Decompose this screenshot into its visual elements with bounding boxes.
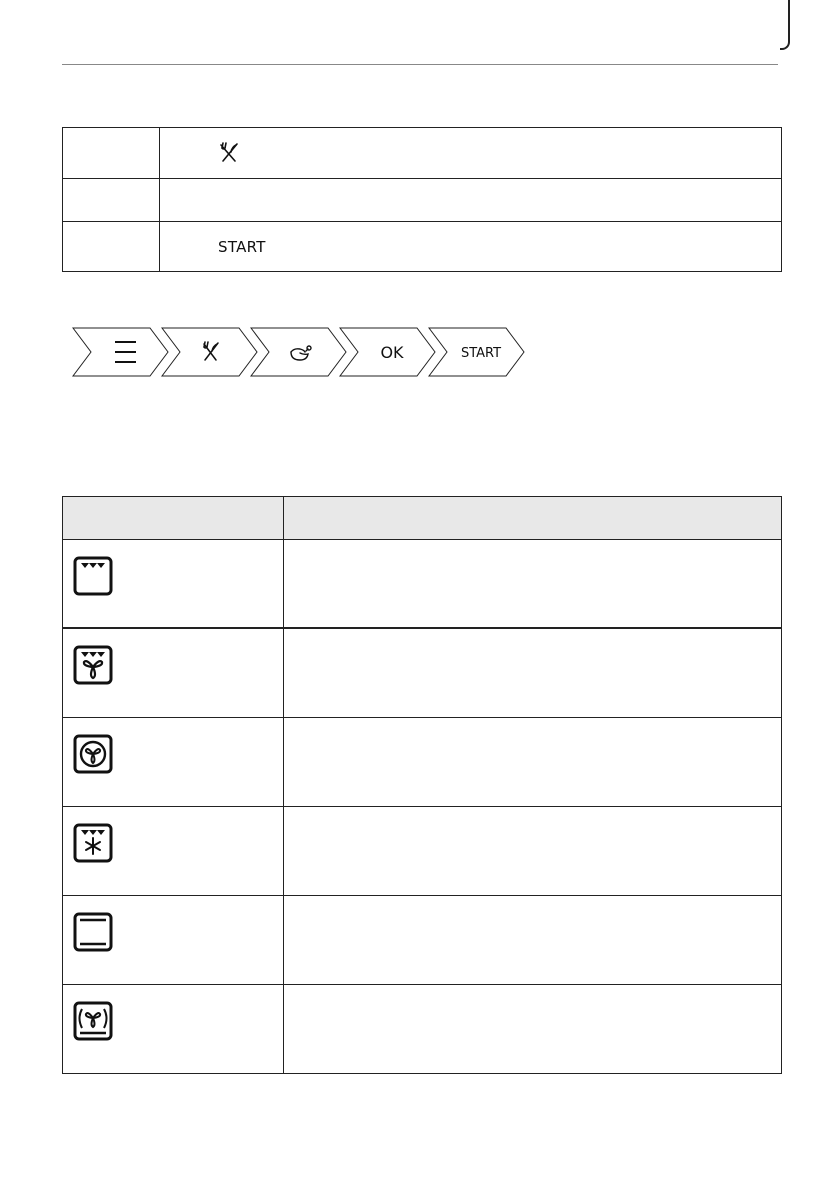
sequence-step-3 [251, 328, 346, 376]
modes-header-symbol [63, 497, 284, 540]
sequence-chevrons [70, 326, 530, 378]
mode-description [284, 628, 782, 718]
mode-description [284, 540, 782, 629]
modes-header-function [284, 497, 782, 540]
page-corner-mark [780, 0, 790, 50]
step-instruction-cell [160, 222, 782, 272]
modes-table-header [63, 497, 782, 540]
top-heat-icon [73, 556, 113, 596]
top-heat-fan-icon [73, 645, 113, 685]
fork-knife-icon [218, 142, 240, 164]
step-instruction-cell [160, 128, 782, 179]
fan-circle-icon [73, 734, 113, 774]
table-row [63, 896, 782, 985]
mode-description [284, 718, 782, 807]
start-label: START [218, 237, 266, 256]
sequence-start-label: START [460, 346, 502, 361]
table-row [63, 807, 782, 896]
steps-table-row [63, 179, 782, 222]
steps-table [62, 127, 782, 272]
mode-description [284, 896, 782, 985]
modes-table [62, 496, 782, 1074]
mode-description [284, 985, 782, 1074]
step-number-cell [63, 222, 160, 272]
steps-table-row [63, 128, 782, 179]
sequence-ok-label: OK [380, 343, 404, 362]
fan-bottom-heat-icon [73, 1001, 113, 1041]
step-number-cell [63, 179, 160, 222]
step-number-cell [63, 128, 160, 179]
table-row [63, 985, 782, 1074]
top-bottom-heat-icon [73, 912, 113, 952]
table-row [63, 540, 782, 629]
header-rule [62, 64, 778, 65]
mode-description [284, 807, 782, 896]
steps-table-row [63, 222, 782, 272]
top-heat-defrost-icon [73, 823, 113, 863]
table-row [63, 718, 782, 807]
step-instruction-cell [160, 179, 782, 222]
table-row [63, 628, 782, 718]
